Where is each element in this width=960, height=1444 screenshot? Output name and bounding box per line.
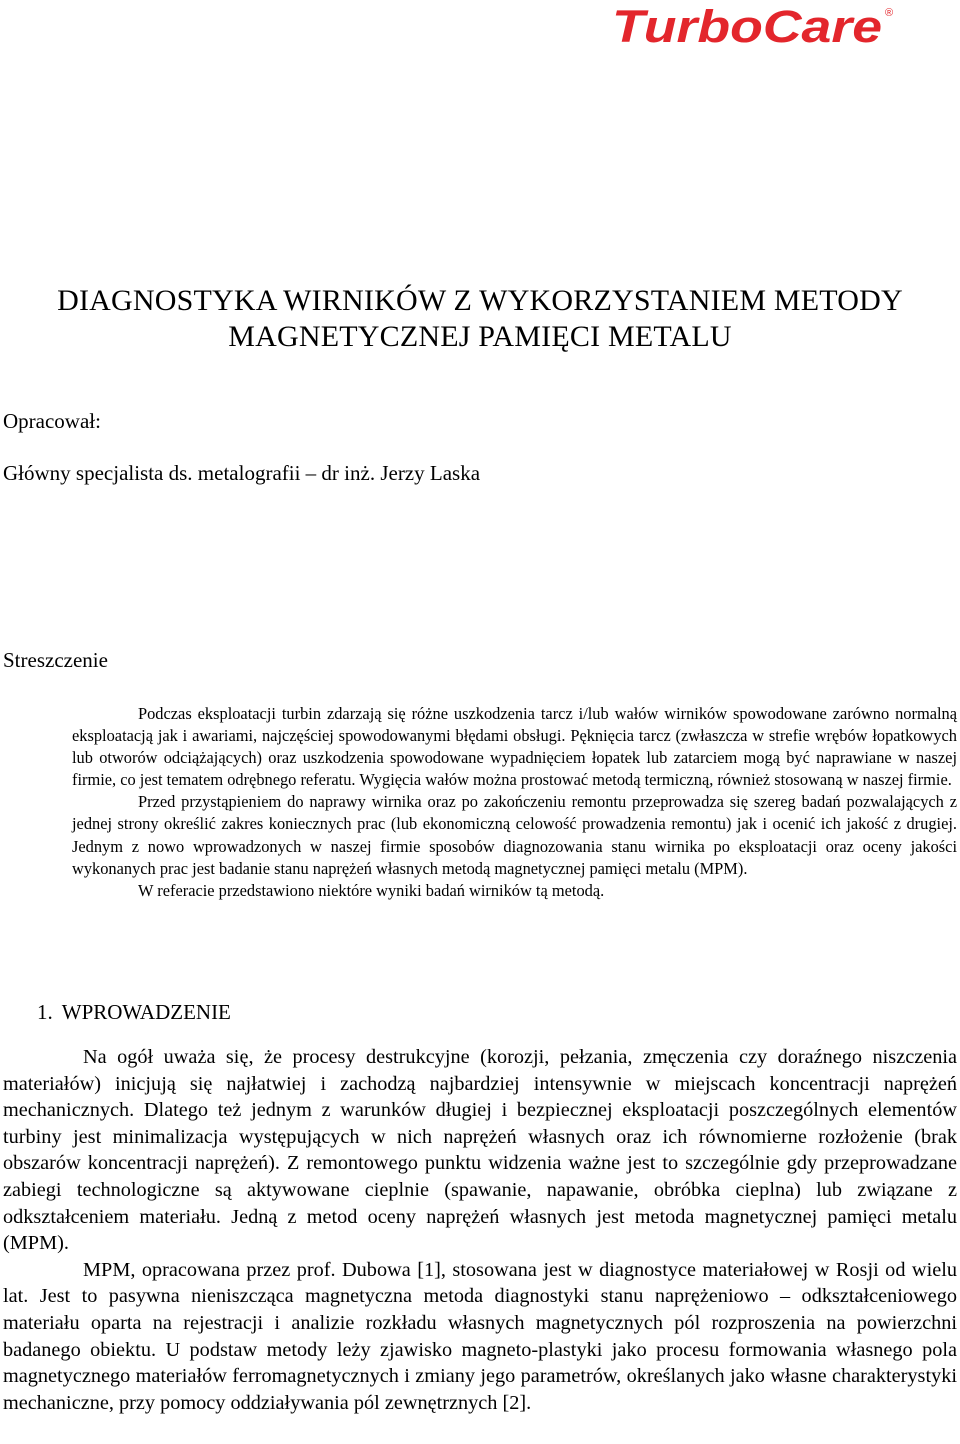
title-line-2: MAGNETYCZNEJ PAMIĘCI METALU [228, 320, 732, 353]
abstract-heading: Streszczenie [3, 648, 108, 672]
body-paragraph: Na ogół uważa się, że procesy destrukcyjne (korozji, pełzania, zmęczenia czy doraźnego niszczenia materiałów) inicjują się najłatwiej i zachodzą najbardziej intensywnie w miejscach koncentracji naprężeń mechanicznych. Dlatego też jednym z warunków długiej i bezpiecznej eksploatacji poszczególnych elementów turbiny jest minimalizacja występujących w nich naprężeń własnych oraz ich równomierne rozłożenie (brak obszarów koncentracji naprężeń). Z remontowego punktu widzenia ważne jest to szczególnie gdy przeprowadzane zabiegi technologiczne są aktywowane cieplnie (spawanie, napawanie, obróbka cieplna) lub związane z odkształceniem materiału. Jedną z metod oceny naprężeń własnych jest metoda magnetycznej pamięci metalu (MPM). [3, 1046, 957, 1255]
turbocare-logo [612, 0, 902, 50]
abstract-paragraph: Podczas eksploatacji turbin zdarzają się różne uszkodzenia tarcz i/lub wałów wirników spowodowane zarówno normalną eksploatacją jak i awariami, najczęściej spowodowanymi błędami obsługi. Pęknięcia tarcz (zwłaszcza w strefie wrębów łopatkowych lub otworów odciążających) oraz uszkodzenia spowodowane wypadnięciem łopatek lub zatarciem mogą być naprawiane w naszej firmie, co jest tematem odrębnego referatu. Wygięcia wałów można prostować metodą termiczną, również stosowaną w naszej firmie. [72, 704, 957, 790]
author-name: Główny specjalista ds. metalografii – dr inż. Jerzy Laska [3, 461, 481, 485]
section-title: WPROWADZENIE [61, 1000, 231, 1024]
abstract-paragraph: Przed przystąpieniem do naprawy wirnika oraz po zakończeniu remontu przeprowadza się szereg badań pozwalających z jednej strony określić zakres koniecznych prac (lub ekonomiczną celowość prowadzenia remontu) jak i ocenić ich jakość z drugiej. Jednym z nowo wprowadzonych w naszej firmie sposobów diagnozowania stanu wirnika po eksploatacji oraz oceny jakości wykonanych prac jest badanie stanu naprężeń własnych metodą magnetycznej pamięci metalu (MPM). [72, 792, 957, 878]
body-paragraph: MPM, opracowana przez prof. Dubowa [1], stosowana jest w diagnostyce materiałowej w Rosji od wielu lat. Jest to pasywna nieniszcząca magnetyczna metoda diagnostyki stanu naprężeniowo – odkształceniowego materiału oparta na rejestracji i analizie rozkładu własnych magnetycznych pól rozproszenia na powierzchni badanego obiektu. U podstaw metody leży zjawisko magneto-plastyki jako procesu formowania własnego pola magnetycznego materiałów ferromagnetycznych i zmiany jego parametrów, określanych jako własne charakterystyki mechaniczne, przy pomocy oddziaływania pól zewnętrznych [2]. [3, 1258, 957, 1414]
abstract-paragraph: W referacie przedstawiono niektóre wyniki badań wirników tą metodą. [138, 880, 605, 900]
author-label: Opracował: [3, 409, 101, 433]
registered-mark: ® [885, 7, 894, 19]
section-number: 1. [37, 1000, 53, 1024]
turbocare-logo-svg [612, 0, 902, 50]
logo-wordmark: TurboCare [612, 1, 882, 50]
document-title [0, 283, 960, 355]
abstract-body [72, 703, 957, 902]
title-line-1: DIAGNOSTYKA WIRNIKÓW Z WYKORZYSTANIEM METODY [57, 284, 903, 317]
section-body [3, 1044, 957, 1416]
section-heading [37, 1000, 231, 1025]
